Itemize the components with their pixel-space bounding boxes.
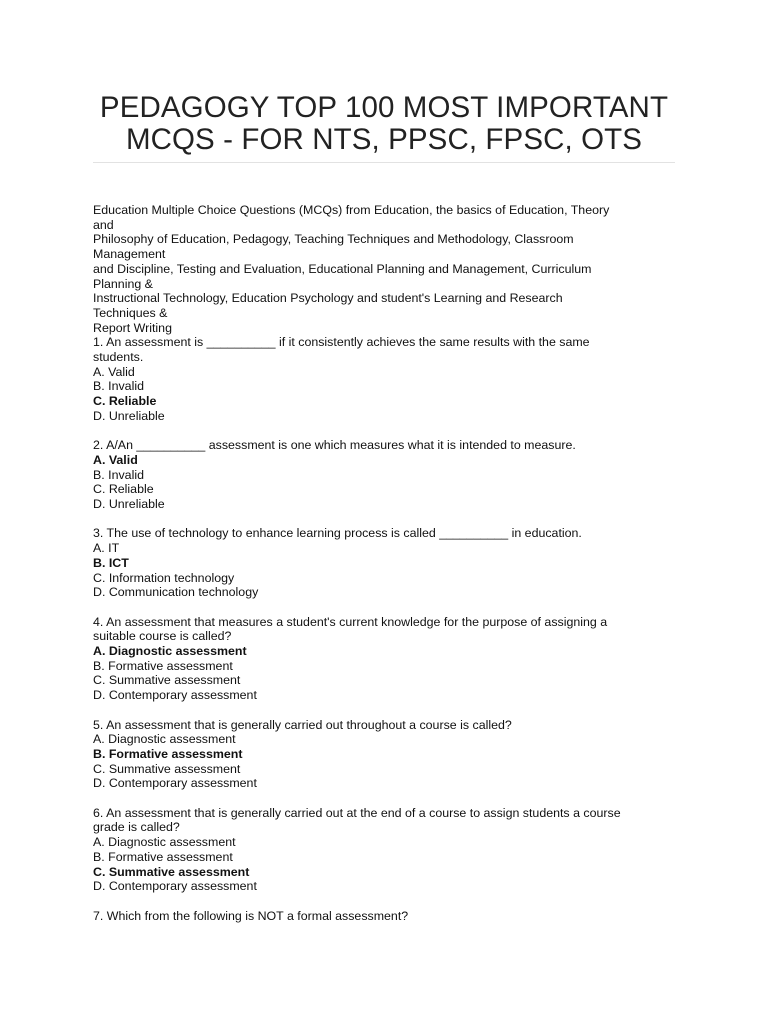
intro-line: Philosophy of Education, Pedagogy, Teaching Techniques and Methodology, Classroom [93, 232, 574, 247]
document-title [60, 92, 708, 156]
intro-line: and [93, 217, 114, 232]
question-text: 4. An assessment that measures a student's current knowledge for the purpose of assigning a [93, 614, 608, 629]
option-b: B. Formative assessment [93, 658, 233, 673]
option-c: C. Summative assessment [93, 673, 241, 688]
option-a: A. Diagnostic assessment [93, 835, 236, 850]
option-b: B. Invalid [93, 467, 144, 482]
intro-line: and Discipline, Testing and Evaluation, Educational Planning and Management, Curriculum [93, 261, 592, 276]
option-a: A. IT [93, 541, 120, 556]
intro-line: Management [93, 247, 166, 262]
intro-paragraph [93, 203, 673, 335]
question-7 [93, 909, 673, 924]
question-2 [93, 438, 673, 512]
question-text: suitable course is called? [93, 629, 232, 644]
option-d: D. Communication technology [93, 585, 259, 600]
title-divider [93, 162, 675, 163]
correct-answer-option-a: A. Diagnostic assessment [93, 644, 247, 659]
question-text: 6. An assessment that is generally carried out at the end of a course to assign students a course [93, 805, 621, 820]
question-1 [93, 335, 673, 423]
option-c: C. Information technology [93, 570, 235, 585]
question-6 [93, 806, 673, 894]
question-text: 1. An assessment is __________ if it consistently achieves the same results with the same [93, 335, 590, 350]
question-text: 2. A/An __________ assessment is one which measures what it is intended to measure. [93, 438, 576, 453]
option-d: D. Contemporary assessment [93, 879, 257, 894]
title-line-2: MCQS - FOR NTS, PPSC, FPSC, OTS [125, 123, 643, 156]
option-d: D. Contemporary assessment [93, 776, 257, 791]
correct-answer-option-a: A. Valid [93, 452, 138, 467]
question-5 [93, 718, 673, 792]
question-4 [93, 615, 673, 703]
option-a: A. Diagnostic assessment [93, 732, 236, 747]
intro-line: Report Writing [93, 320, 172, 335]
option-d: D. Contemporary assessment [93, 688, 257, 703]
title-line-1: PEDAGOGY TOP 100 MOST IMPORTANT [99, 91, 669, 124]
question-text: grade is called? [93, 820, 180, 835]
option-c: C. Reliable [93, 482, 154, 497]
intro-line: Instructional Technology, Education Psychology and student's Learning and Research [93, 291, 563, 306]
option-c: C. Summative assessment [93, 761, 241, 776]
intro-line: Education Multiple Choice Questions (MCQs) from Education, the basics of Education, Theory [93, 203, 610, 217]
option-a: A. Valid [93, 364, 135, 379]
correct-answer-option-c: C. Summative assessment [93, 864, 250, 879]
question-text: 5. An assessment that is generally carried out throughout a course is called? [93, 717, 512, 732]
question-text: 3. The use of technology to enhance learning process is called __________ in education. [93, 526, 582, 541]
question-text: students. [93, 350, 144, 365]
correct-answer-option-b: B. Formative assessment [93, 746, 243, 761]
question-3 [93, 526, 673, 600]
option-b: B. Formative assessment [93, 849, 233, 864]
correct-answer-option-c: C. Reliable [93, 394, 157, 409]
document-body [93, 203, 673, 923]
option-b: B. Invalid [93, 379, 144, 394]
question-text: 7. Which from the following is NOT a formal assessment? [93, 908, 409, 923]
option-d: D. Unreliable [93, 497, 165, 512]
intro-line: Techniques & [93, 305, 168, 320]
option-d: D. Unreliable [93, 408, 165, 423]
intro-line: Planning & [93, 276, 153, 291]
correct-answer-option-b: B. ICT [93, 555, 129, 570]
